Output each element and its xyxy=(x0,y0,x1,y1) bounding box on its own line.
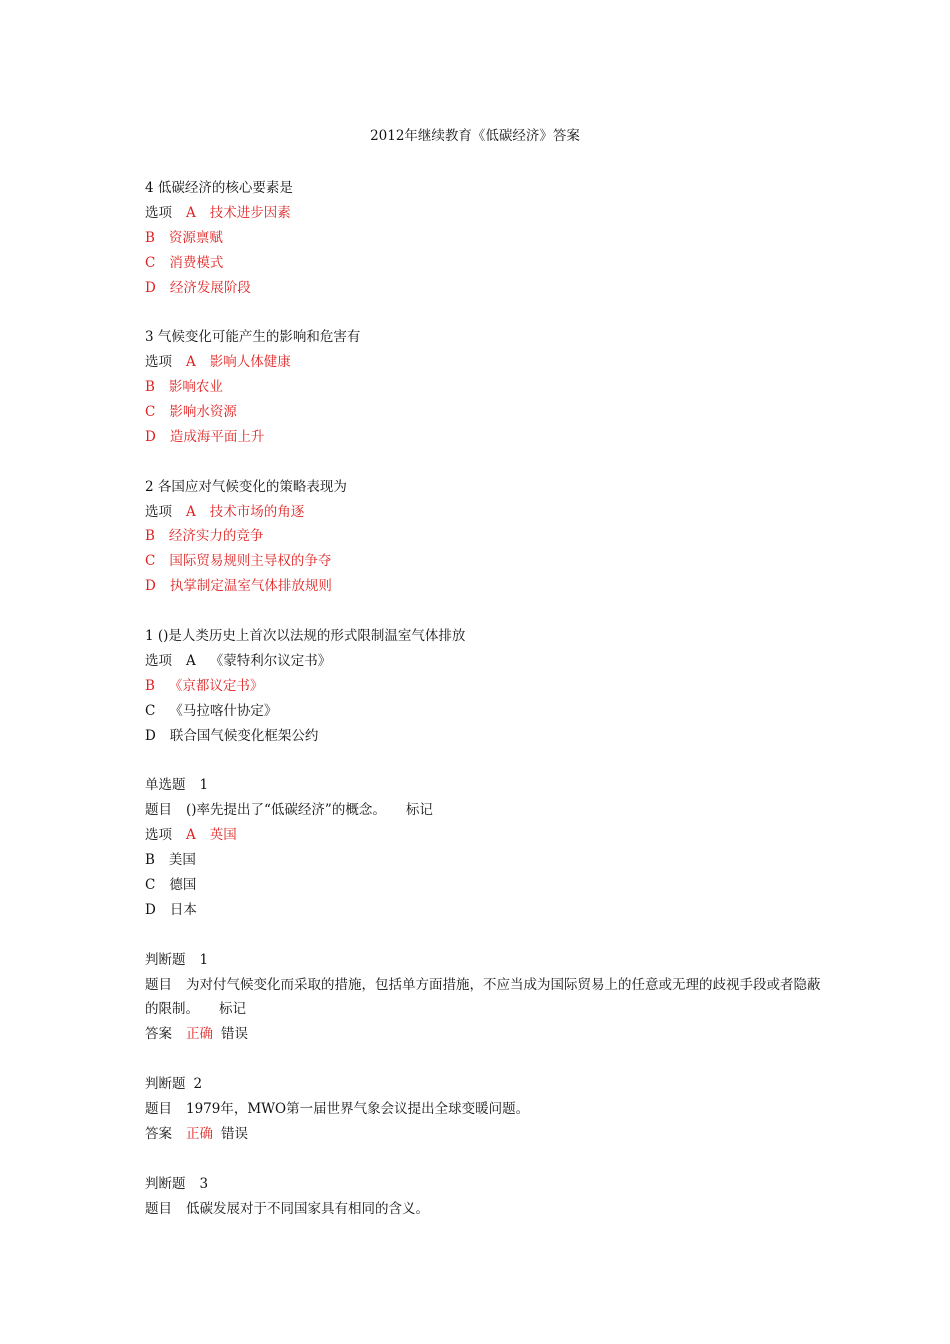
answer-correct: 正确 xyxy=(186,1026,213,1043)
option-text: 造成海平面上升 xyxy=(169,428,265,445)
option-letter: D xyxy=(145,901,156,918)
options-label: 选项 xyxy=(145,503,172,520)
question-label: 题目 xyxy=(145,1100,172,1117)
question-1-option-d xyxy=(145,724,825,749)
question-1-option-a xyxy=(145,649,825,674)
question-label: 题目 xyxy=(145,976,172,993)
question-1-option-c xyxy=(145,699,825,724)
true-false-3-question xyxy=(145,1197,825,1222)
question-text: ()率先提出了“低碳经济”的概念。 xyxy=(186,802,386,819)
option-letter: A xyxy=(186,204,196,221)
option-letter: C xyxy=(145,553,156,570)
question-4-option-b xyxy=(145,226,825,251)
options-label: 选项 xyxy=(145,204,172,221)
true-false-1-answer xyxy=(145,1022,825,1047)
section-label: 判断题 xyxy=(145,1076,186,1093)
answer-label: 答案 xyxy=(145,1125,172,1142)
true-false-2-answer xyxy=(145,1122,825,1147)
options-label: 选项 xyxy=(145,354,172,371)
answer-wrong: 错误 xyxy=(221,1026,248,1043)
option-text: 德国 xyxy=(169,876,197,893)
option-letter: B xyxy=(145,229,155,246)
question-1-stem: 1 ()是人类历史上首次以法规的形式限制温室气体排放 xyxy=(145,628,466,645)
question-4-option-d xyxy=(145,276,825,301)
option-text: 《马拉喀什协定》 xyxy=(169,702,278,719)
option-letter: C xyxy=(145,254,156,271)
option-letter: B xyxy=(145,852,155,869)
option-text: 消费模式 xyxy=(169,254,224,271)
question-text: 低碳发展对于不同国家具有相同的含义。 xyxy=(186,1200,429,1217)
section-number: 3 xyxy=(199,1175,209,1192)
option-letter: B xyxy=(145,379,155,396)
option-text: 美国 xyxy=(168,852,196,869)
question-3-option-c xyxy=(145,400,825,425)
option-text: 技术市场的角逐 xyxy=(209,503,305,520)
options-label: 选项 xyxy=(145,827,172,844)
mark-label: 标记 xyxy=(219,1001,246,1018)
question-1-option-b xyxy=(145,674,825,699)
answer-wrong: 错误 xyxy=(221,1125,248,1142)
question-4-option-c xyxy=(145,251,825,276)
option-text: 技术进步因素 xyxy=(209,204,291,221)
option-letter: C xyxy=(145,876,156,893)
option-letter: A xyxy=(186,827,196,844)
single-choice-1-option-c xyxy=(145,873,825,898)
option-letter: C xyxy=(145,702,156,719)
option-text: 资源禀赋 xyxy=(168,229,223,246)
option-text: 国际贸易规则主导权的争夺 xyxy=(169,553,332,570)
question-2-option-a xyxy=(145,500,825,525)
section-label: 判断题 xyxy=(145,1175,186,1192)
option-letter: B xyxy=(145,677,155,694)
option-letter: D xyxy=(145,578,156,595)
options-label: 选项 xyxy=(145,652,172,669)
option-text: 经济实力的竞争 xyxy=(168,528,264,545)
question-2-option-d xyxy=(145,574,825,599)
single-choice-1-option-a xyxy=(145,823,825,848)
question-label: 题目 xyxy=(145,802,172,819)
option-text: 影响农业 xyxy=(168,379,223,396)
question-3-stem: 3 气候变化可能产生的影响和危害有 xyxy=(145,329,361,346)
question-label: 题目 xyxy=(145,1200,172,1217)
answer-correct: 正确 xyxy=(186,1125,213,1142)
question-text: 1979年，MWO第一届世界气象会议提出全球变暖问题。 xyxy=(186,1100,530,1117)
question-4-option-a xyxy=(145,201,825,226)
option-letter: A xyxy=(186,503,196,520)
true-false-1-header xyxy=(145,948,825,973)
option-letter: D xyxy=(145,428,156,445)
option-text: 日本 xyxy=(169,901,197,918)
question-2-option-b xyxy=(145,524,825,549)
true-false-3-header xyxy=(145,1172,825,1197)
true-false-2-question xyxy=(145,1097,825,1122)
question-2-option-c xyxy=(145,549,825,574)
option-letter: A xyxy=(186,652,196,669)
mark-label: 标记 xyxy=(405,802,433,819)
question-text: 为对付气候变化而采取的措施，包括单方面措施，不应当成为国际贸易上的任意或无理的歧视手段或者隐蔽的限制。 xyxy=(145,976,821,1018)
section-number: 1 xyxy=(199,777,209,794)
single-choice-1-question xyxy=(145,798,825,823)
option-text: 影响人体健康 xyxy=(209,354,291,371)
section-number: 1 xyxy=(199,951,209,968)
option-text: 经济发展阶段 xyxy=(169,279,251,296)
section-number: 2 xyxy=(193,1076,203,1093)
page-title: 2012年继续教育《低碳经济》答案 xyxy=(370,128,580,144)
option-letter: D xyxy=(145,279,156,296)
question-4-stem: 4 低碳经济的核心要素是 xyxy=(145,180,293,196)
option-text: 执掌制定温室气体排放规则 xyxy=(169,578,332,595)
true-false-2-header xyxy=(145,1072,825,1097)
document-body xyxy=(145,176,825,1221)
single-choice-1-header xyxy=(145,773,825,798)
question-2-stem: 2 各国应对气候变化的策略表现为 xyxy=(145,478,347,495)
section-label: 判断题 xyxy=(145,951,186,968)
option-text: 联合国气候变化框架公约 xyxy=(169,727,319,744)
option-letter: B xyxy=(145,528,155,545)
option-letter: A xyxy=(186,354,196,371)
single-choice-1-option-d xyxy=(145,898,825,923)
question-3-option-d xyxy=(145,425,825,450)
option-letter: D xyxy=(145,727,156,744)
section-label: 单选题 xyxy=(145,777,186,794)
answer-label: 答案 xyxy=(145,1026,172,1043)
option-text: 影响水资源 xyxy=(169,404,237,421)
question-3-option-a xyxy=(145,350,825,375)
true-false-1-question xyxy=(145,973,825,1023)
single-choice-1-option-b xyxy=(145,848,825,873)
option-letter: C xyxy=(145,404,156,421)
question-3-option-b xyxy=(145,375,825,400)
option-text: 《蒙特利尔议定书》 xyxy=(209,652,332,669)
option-text: 英国 xyxy=(209,827,237,844)
option-text: 《京都议定书》 xyxy=(168,677,264,694)
